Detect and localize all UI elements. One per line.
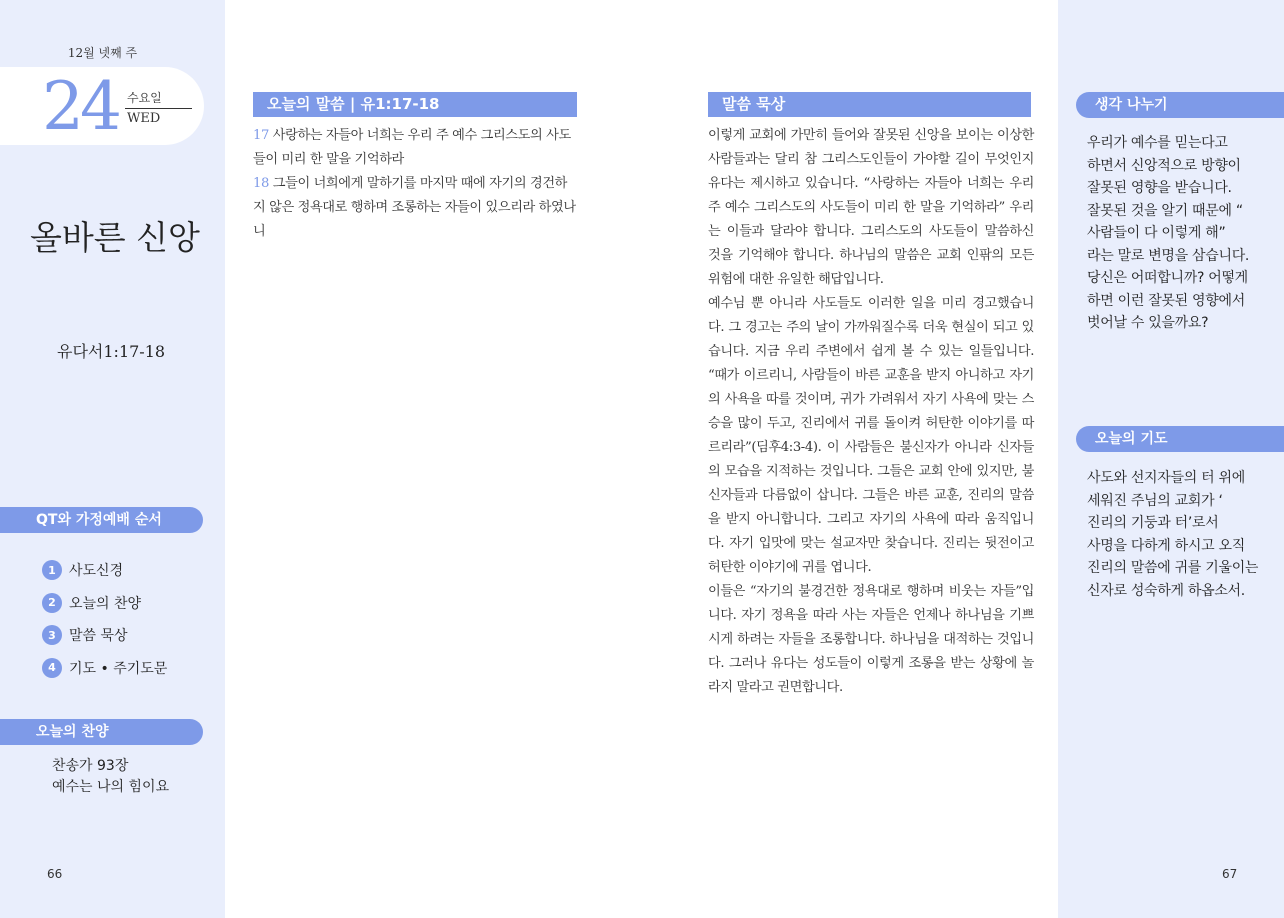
thought-line: 하면 이런 잘못된 영향에서 (1087, 292, 1245, 309)
prayer-line: 진리의 기둥과 터’로서 (1087, 515, 1219, 531)
weekday-english: WED (127, 111, 161, 126)
bible-reference: 유다서1:17-18 (57, 342, 166, 361)
prayer-line: 사도와 선지자들의 터 위에 (1087, 470, 1245, 486)
scripture-text (253, 124, 579, 244)
hymn-number: 찬송가 93장 (52, 758, 129, 774)
order-item-prayer (42, 652, 167, 685)
order-item-label: 사도신경 (69, 563, 124, 580)
order-item-label: 기도 • 주기도문 (69, 660, 168, 677)
page-number-right: 67 (1222, 867, 1238, 881)
order-item-hymn (42, 587, 167, 620)
thought-line: 잘못된 것을 알기 때문에 “ (1087, 202, 1243, 219)
verse-text: 그들이 너희에게 말하기를 마지막 때에 자기의 경건하지 않은 정욕대로 행하며 조롱하는 자들이 있으리라 하였나니 (253, 176, 576, 239)
page-title: 올바른 신앙 (30, 218, 200, 257)
prayer-line: 사명을 다하게 하시고 오직 (1087, 537, 1245, 554)
prayer-line: 세워진 주님의 교회가 ‘ (1087, 492, 1223, 509)
hymn-title: 예수는 나의 힘이요 (52, 779, 170, 795)
weekday-korean: 수요일 (127, 91, 162, 105)
order-section-header: QT와 가정예배 순서 (0, 507, 203, 533)
date-divider (125, 108, 192, 109)
order-number-badge: 4 (42, 658, 62, 678)
prayer-text (1087, 467, 1277, 602)
thought-line: 사람들이 다 이렇게 해” (1087, 225, 1226, 241)
meditation-text (708, 124, 1034, 700)
verse-number: 18 (253, 176, 269, 191)
order-list (42, 554, 167, 684)
order-number-badge: 3 (42, 625, 62, 645)
meditation-paragraph: 이들은 “자기의 불경건한 정욕대로 행하며 비웃는 자들”입니다. 자기 정욕을 따라 사는 자들은 언제나 하나님을 기쁘시게 하려는 자들을 조롱합니다. 하나님을 대적하는 것입니다. 그러나 유다는 성도들이 이렇게 조롱을 받는 상황에 놀라지 말라고 권면합니다. (708, 584, 1034, 695)
thought-line: 잘못된 영향을 받습니다. (1087, 180, 1232, 196)
meditation-paragraph: 이렇게 교회에 가만히 들어와 잘못된 신앙을 보이는 이상한 사람들과는 달리 참 그리스도인들이 가야할 길이 무엇인지 유다는 제시하고 있습니다. “사랑하는 자들아 너희는 우리 주 예수 그리스도의 사도들이 미리 한 말을 기억하라” 우리는 이들과 달라야 합니다. 그리스도의 사도들이 말씀하신 것을 기억해야 합니다. 하나님의 말씀은 교회 인팎의 모든 위험에 대한 유일한 해답입니다. (708, 128, 1034, 287)
meditation-paragraph: 예수님 뿐 아니라 사도들도 이러한 일을 미리 경고했습니다. 그 경고는 주의 날이 가까워질수록 더욱 현실이 되고 있습니다. 지금 우리 주변에서 쉽게 볼 수 있는 일들입니다. “때가 이르리니, 사람들이 바른 교훈을 받지 아니하고 자기의 사욕을 따를 것이며, 귀가 가려워서 자기 사욕에 맞는 스승을 많이 두고, 진리에서 귀를 돌이켜 허탄한 이야기를 따르리라”(딤후4:3-4). 이 사람들은 불신자가 아니라 신자들의 모습을 지적하는 것입니다. 그들은 교회 안에 있지만, 불신자들과 다름없이 삽니다. 그들은 바른 교훈, 진리의 말씀을 받지 아니합니다. 그리고 자기의 사욕에 따라 움직입니다. 자기 입맛에 맞는 설교자만 찾습니다. 진리는 뒷전이고 허탄한 이야기에 귀를 엽니다. (708, 296, 1034, 575)
week-label: 12월 넷째 주 (67, 46, 138, 60)
verse-text: 사랑하는 자들아 너희는 우리 주 예수 그리스도의 사도들이 미리 한 말을 기억하라 (253, 128, 571, 167)
prayer-line: 진리의 말씀에 귀를 기울이는 (1087, 560, 1259, 576)
order-item-label: 오늘의 찬양 (69, 595, 142, 612)
page-number-left: 66 (47, 867, 63, 881)
order-item-apostles-creed (42, 554, 167, 587)
order-number-badge: 2 (42, 593, 62, 613)
order-item-meditation (42, 619, 167, 652)
thought-line: 라는 말로 변명을 삼습니다. (1087, 247, 1250, 264)
thought-line: 우리가 예수를 믿는다고 (1087, 135, 1228, 151)
order-item-label: 말씀 묵상 (69, 628, 128, 645)
verse-number: 17 (253, 128, 269, 143)
meditation-header: 말씀 묵상 (708, 92, 1031, 117)
thought-line: 벗어날 수 있을까요? (1087, 315, 1209, 331)
thought-line: 당신은 어떠합니까? 어떻게 (1087, 270, 1248, 286)
hymn-section-header: 오늘의 찬양 (0, 719, 203, 745)
date-number: 24 (42, 68, 118, 145)
thought-text (1087, 132, 1277, 335)
scripture-header: 오늘의 말씀 | 유1:17-18 (253, 92, 577, 117)
hymn-info (52, 756, 169, 798)
prayer-section-header: 오늘의 기도 (1076, 426, 1284, 452)
thought-line: 하면서 신앙적으로 방향이 (1087, 157, 1241, 174)
order-number-badge: 1 (42, 560, 62, 580)
thought-section-header: 생각 나누기 (1076, 92, 1284, 118)
prayer-line: 신자로 성숙하게 하옵소서. (1087, 582, 1245, 599)
